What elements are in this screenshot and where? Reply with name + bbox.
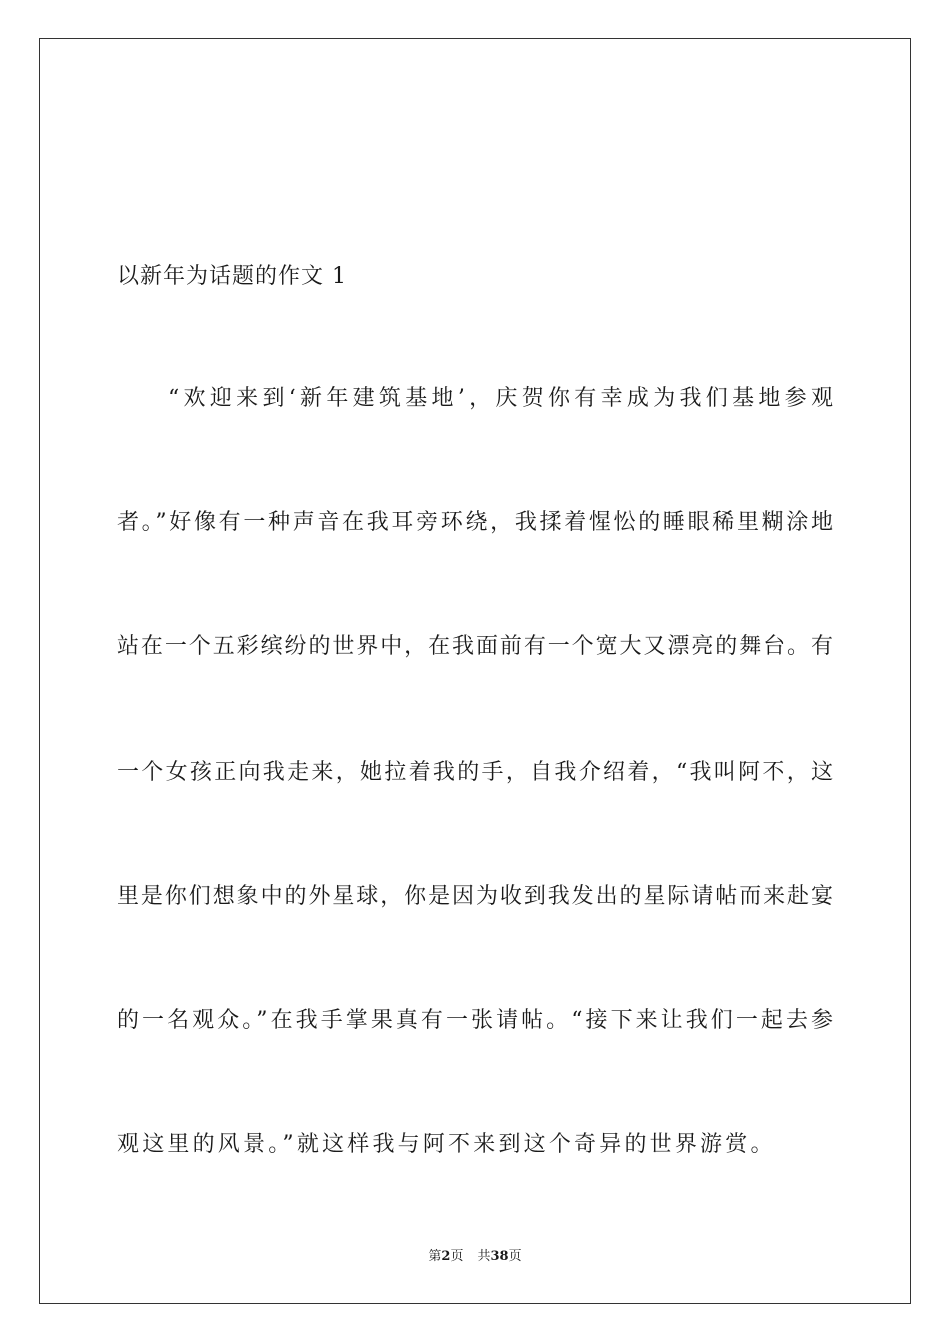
total-suffix: 页 — [508, 1249, 522, 1264]
document-title: 以新年为话题的作文 1 — [117, 264, 347, 289]
page-suffix: 页 — [450, 1249, 464, 1264]
page-footer — [0, 1248, 950, 1266]
page-prefix: 第 — [428, 1249, 442, 1264]
paragraph-line-4: 一个女孩正向我走来，她拉着我的手，自我介绍着，“我叫阿不，这 — [117, 760, 833, 785]
paragraph-line-2: 者。”好像有一种声音在我耳旁环绕，我揉着惺忪的睡眼稀里糊涂地 — [117, 510, 833, 535]
paragraph-line-7: 观这里的风景。”就这样我与阿不来到这个奇异的世界游赏。 — [117, 1132, 776, 1157]
paragraph-line-3: 站在一个五彩缤纷的世界中，在我面前有一个宽大又漂亮的舞台。有 — [117, 634, 833, 659]
paragraph-line-5: 里是你们想象中的外星球，你是因为收到我发出的星际请帖而来赴宴 — [117, 884, 833, 909]
total-prefix: 共 — [477, 1249, 491, 1264]
total-pages-number: 38 — [490, 1249, 509, 1264]
paragraph-line-1: “欢迎来到‘新年建筑基地’，庆贺你有幸成为我们基地参观 — [168, 386, 833, 411]
paragraph-line-6: 的一名观众。”在我手掌果真有一张请帖。“接下来让我们一起去参 — [117, 1008, 833, 1033]
current-page-number: 2 — [441, 1249, 451, 1264]
page-border — [39, 38, 911, 1304]
